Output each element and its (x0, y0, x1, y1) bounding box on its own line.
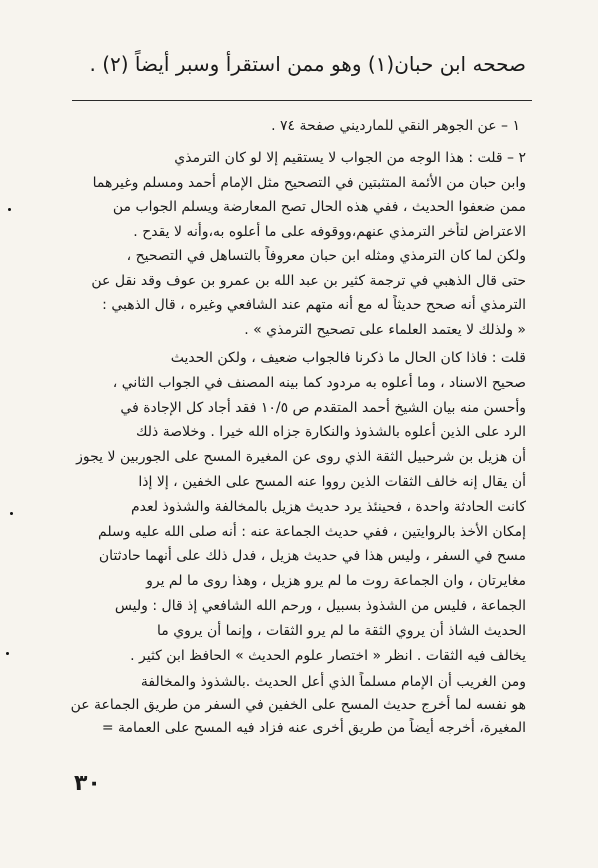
text-line: ممن ضعفوا الحديث ، ففي هذه الحال تصح المعارضة ويسلم الجواب من (112, 199, 526, 215)
text-line: المغيرة، أخرجه أيضاً من طريق أخرى عنه فزاد فيه المسح على العمامة = (101, 720, 526, 736)
page-number: ٣٠ (74, 771, 101, 796)
text-line: هو نفسه لما أخرج حديث المسح على الخفين في السفر من طريق الجماعة عن (70, 697, 526, 713)
scan-speck (6, 652, 9, 655)
text-line: مسح في السفر ، وليس هذا في حديث هزيل ، فدل ذلك على أنهما حادثتان (98, 548, 526, 565)
text-line: كانت الحادثة واحدة ، فحينئذ يرد حديث هزيل بالمخالفة والشذوذ لعدم (130, 498, 526, 515)
text-line: صحيح الاسناد ، وما أعلوه به مردود كما بينه المصنف في الجواب الثاني ، (112, 374, 526, 391)
text-line: مغايرتان ، وان الجماعة روت ما لم يرو هزيل ، وهذا روى ما لم يرو (146, 573, 526, 590)
footnote-separator (72, 100, 532, 101)
text-line: الجماعة ، فليس من الشذوذ بسبيل ، ورحم الله الشافعي إذ قال : وليس (114, 598, 526, 614)
scan-speck (10, 512, 13, 515)
scan-speck (8, 208, 11, 211)
text-line: وابن حبان من الأئمة المتثبتين في التصحيح مثل الإمام أحمد ومسلم وغيرهما (92, 174, 526, 191)
text-line: أن يقال إنه خالف الثقات الذين رووا عنه المسح على الخفين ، إلا إذا (138, 474, 526, 490)
text-line: وأحسن منه بيان الشيخ أحمد المتقدم ص ١٠/٥ فقد أجاد كل الإجادة في (120, 399, 526, 416)
text-line: الترمذي أنه صحح حديثاً له مع أنه متهم عند الشافعي وغيره ، قال الذهبي : (102, 297, 526, 313)
text-line: أن هزيل بن شرحبيل الثقة الذي روى عن المغيرة المسح على الجوربين لا يجوز (76, 449, 526, 466)
text-line: ومن الغريب أن الإمام مسلماً الذي أعل الحديث .بالشذوذ والمخالفة (140, 674, 526, 690)
text-line: الحديث الشاذ أن يروي الثقة ما لم يرو الثقات ، وإنما أن يروي ما (157, 622, 526, 639)
text-line: إمكان الأخذ بالروايتين ، ففي حديث الجماعة عنه : أنه صلى الله عليه وسلم (98, 523, 526, 540)
text-line: قلت : فاذا كان الحال ما ذكرنا فالجواب ضعيف ، ولكن الحديث (170, 350, 526, 366)
text-line: الاعتراض لتأخر الترمذي عنهم،ووقوفه على ما أعلوه به،وأنه لا يقدح . (133, 223, 526, 240)
footnote-1: ١ – عن الجوهر النقي للمارديني صفحة ٧٤ . (271, 118, 520, 134)
text-line: ٢ – قلت : هذا الوجه من الجواب لا يستقيم إلا لو كان الترمذي (174, 150, 526, 166)
text-line: يخالف فيه الثقات . انظر « اختصار علوم الحديث » الحافظ ابن كثير . (130, 647, 526, 664)
text-line: « ولذلك لا يعتمد العلماء على تصحيح الترمذي » . (244, 321, 526, 338)
text-line: حتى قال الذهبي في ترجمة كثير بن عبد الله بن عمرو بن عوف وقد نقل عن (91, 272, 526, 289)
text-line: ولكن لما كان الترمذي ومثله ابن حبان معروفاً بالتساهل في التصحيح ، (126, 248, 526, 264)
main-text-line: صححه ابن حبان(١) وهو ممن استقرأ وسبر أيضاً (٢) . (89, 52, 526, 76)
text-line: الرد على الذين أعلوه بالشذوذ والنكارة جزاه الله خيرا . وخلاصة ذلك (135, 424, 526, 441)
